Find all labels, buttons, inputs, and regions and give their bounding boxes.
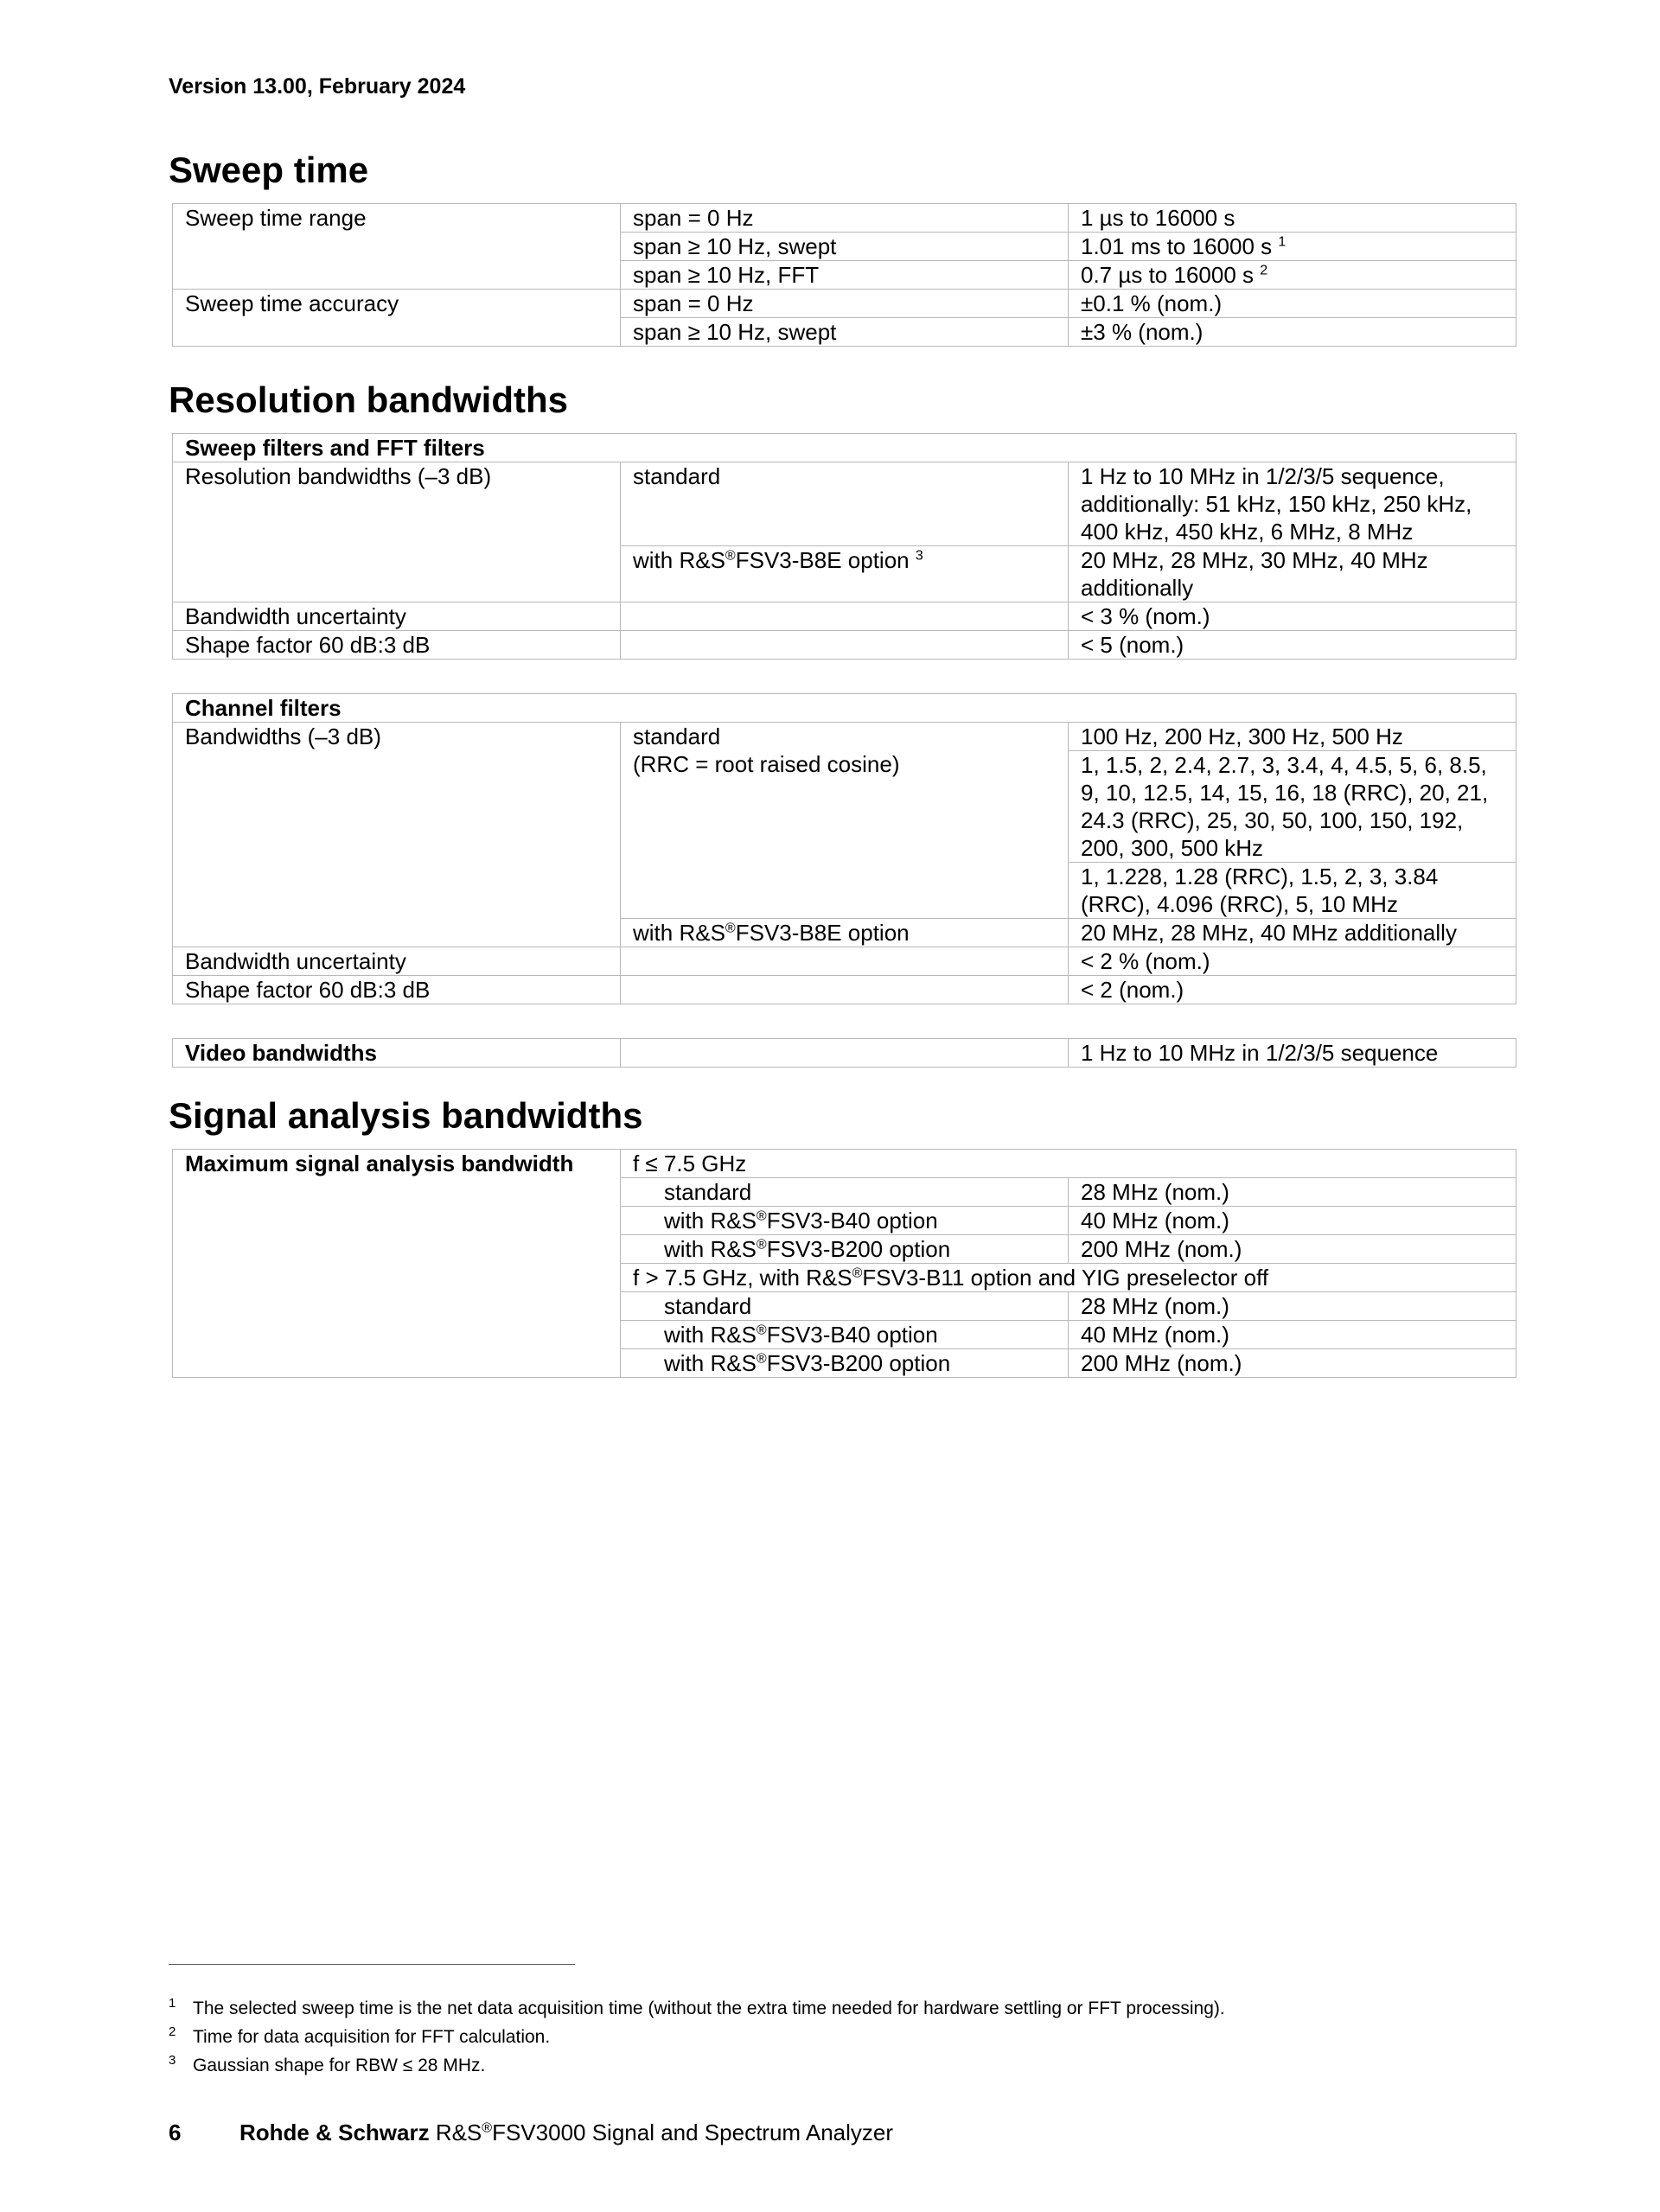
condition-group-header: f > 7.5 GHz, with R&S®FSV3-B11 option and YIG preselector off [621,1264,1516,1292]
condition-cell: span = 0 Hz [621,204,1069,233]
video-bandwidths-table [172,1038,1516,1068]
footnote [169,2023,1225,2051]
footnote-text: Time for data acquisition for FFT calculation. [193,2027,551,2047]
table-row [173,694,1516,723]
footnote [169,2051,1225,2080]
footnote-ref: 3 [915,548,923,564]
signal-analysis-table [172,1149,1516,1378]
condition-cell: standard [621,1178,1069,1207]
max-signal-analysis-bw-label: Maximum signal analysis bandwidth [173,1150,621,1378]
condition-cell [621,976,1069,1004]
footnote [169,1994,1225,2023]
channel-filters-table [172,693,1516,1004]
sweep-time-accuracy-label: Sweep time accuracy [173,290,621,347]
condition-cell: standard [621,1292,1069,1321]
section-title-sweep-time: Sweep time [169,150,369,190]
page-footer [169,2120,893,2146]
channel-filters-header: Channel filters [173,694,1516,723]
value-cell: 28 MHz (nom.) [1069,1292,1516,1321]
section-title-resolution-bandwidths: Resolution bandwidths [169,379,568,420]
value-cell: < 2 % (nom.) [1069,947,1516,976]
condition-cell: span = 0 Hz [621,290,1069,318]
value-cell: < 2 (nom.) [1069,976,1516,1004]
footnote-ref: 2 [1260,263,1268,278]
condition-cell: with R&S®FSV3-B200 option [621,1235,1069,1264]
condition-group-header: f ≤ 7.5 GHz [621,1150,1516,1178]
condition-cell: with R&S®FSV3-B40 option [621,1321,1069,1349]
value-cell: 1, 1.5, 2, 2.4, 2.7, 3, 3.4, 4, 4.5, 5, 6, 8.5, 9, 10, 12.5, 14, 15, 16, 18 (RRC), 20, 21, 24.3 (RRC), 25, 30, 50, 100, 150, 192, 200, 300, 500 kHz [1069,751,1516,863]
value-cell: 200 MHz (nom.) [1069,1349,1516,1378]
condition-cell: span ≥ 10 Hz, FFT [621,261,1069,290]
condition-cell: standard (RRC = root raised cosine) [621,723,1069,919]
value-cell: 100 Hz, 200 Hz, 300 Hz, 500 Hz [1069,723,1516,751]
table-row [173,947,1516,976]
page-number: 6 [169,2120,182,2145]
table-row [173,204,1516,233]
bandwidth-uncertainty-label: Bandwidth uncertainty [173,602,621,631]
document-version: Version 13.00, February 2024 [169,74,466,99]
sweep-time-range-label: Sweep time range [173,204,621,290]
condition-cell [621,947,1069,976]
shape-factor-label: Shape factor 60 dB:3 dB [173,631,621,660]
rbw-label: Resolution bandwidths (–3 dB) [173,462,621,602]
condition-cell [621,1039,1069,1068]
table-row [173,602,1516,631]
table-row [173,434,1516,462]
footnote-text: Gaussian shape for RBW ≤ 28 MHz. [193,2056,486,2075]
sweep-fft-filters-table [172,433,1516,660]
table-row [173,631,1516,660]
value-cell: 1, 1.228, 1.28 (RRC), 1.5, 2, 3, 3.84 (RRC), 4.096 (RRC), 5, 10 MHz [1069,863,1516,919]
value-cell: 1 Hz to 10 MHz in 1/2/3/5 sequence [1069,1039,1516,1068]
value-cell: < 5 (nom.) [1069,631,1516,660]
sweep-time-table [172,203,1516,347]
condition-cell: with R&S®FSV3-B40 option [621,1207,1069,1235]
footer-product: R&S®FSV3000 Signal and Spectrum Analyzer [429,2120,894,2145]
table-row [173,290,1516,318]
footnote-ref: 1 [1278,234,1286,250]
condition-cell: with R&S®FSV3-B200 option [621,1349,1069,1378]
value-cell: 0.7 µs to 16000 s $^2$ [1069,261,1516,290]
value-cell: < 3 % (nom.) [1069,602,1516,631]
condition-cell: standard [621,462,1069,546]
value-cell: 200 MHz (nom.) [1069,1235,1516,1264]
footnote-divider [169,1964,575,1965]
condition-cell: span ≥ 10 Hz, swept [621,318,1069,347]
value-cell: 20 MHz, 28 MHz, 40 MHz additionally [1069,919,1516,947]
footnotes [169,1994,1225,2080]
channel-bandwidths-label: Bandwidths (–3 dB) [173,723,621,947]
value-cell: 20 MHz, 28 MHz, 30 MHz, 40 MHz additionally [1069,546,1516,602]
condition-cell: span ≥ 10 Hz, swept [621,233,1069,261]
footnote-number: 1 [169,1996,176,2011]
table-row [173,462,1516,546]
video-bandwidths-label: Video bandwidths [173,1039,621,1068]
footnote-text: The selected sweep time is the net data acquisition time (without the extra time needed for hardware settling or FFT processing). [193,1998,1225,2018]
bandwidth-uncertainty-label: Bandwidth uncertainty [173,947,621,976]
table-row [173,723,1516,751]
footnote-number: 2 [169,2024,176,2039]
table-row [173,1150,1516,1178]
condition-cell: with R&S®FSV3-B8E option $^3$ [621,546,1069,602]
condition-cell [621,631,1069,660]
value-cell: 40 MHz (nom.) [1069,1207,1516,1235]
value-cell: 1 µs to 16000 s [1069,204,1516,233]
table-row [173,1039,1516,1068]
value-cell: 1 Hz to 10 MHz in 1/2/3/5 sequence, additionally: 51 kHz, 150 kHz, 250 kHz, 400 kHz, 450 kHz, 6 MHz, 8 MHz [1069,462,1516,546]
footer-brand: Rohde & Schwarz [239,2120,430,2145]
footnote-number: 3 [169,2053,176,2068]
table-row [173,976,1516,1004]
shape-factor-label: Shape factor 60 dB:3 dB [173,976,621,1004]
value-cell: 1.01 ms to 16000 s $^1$ [1069,233,1516,261]
condition-cell: with R&S®FSV3-B8E option [621,919,1069,947]
value-cell: 28 MHz (nom.) [1069,1178,1516,1207]
condition-cell [621,602,1069,631]
value-cell: 40 MHz (nom.) [1069,1321,1516,1349]
value-cell: ±0.1 % (nom.) [1069,290,1516,318]
sweep-fft-filters-header: Sweep filters and FFT filters [173,434,1516,462]
value-cell: ±3 % (nom.) [1069,318,1516,347]
section-title-signal-analysis-bandwidths: Signal analysis bandwidths [169,1095,643,1136]
